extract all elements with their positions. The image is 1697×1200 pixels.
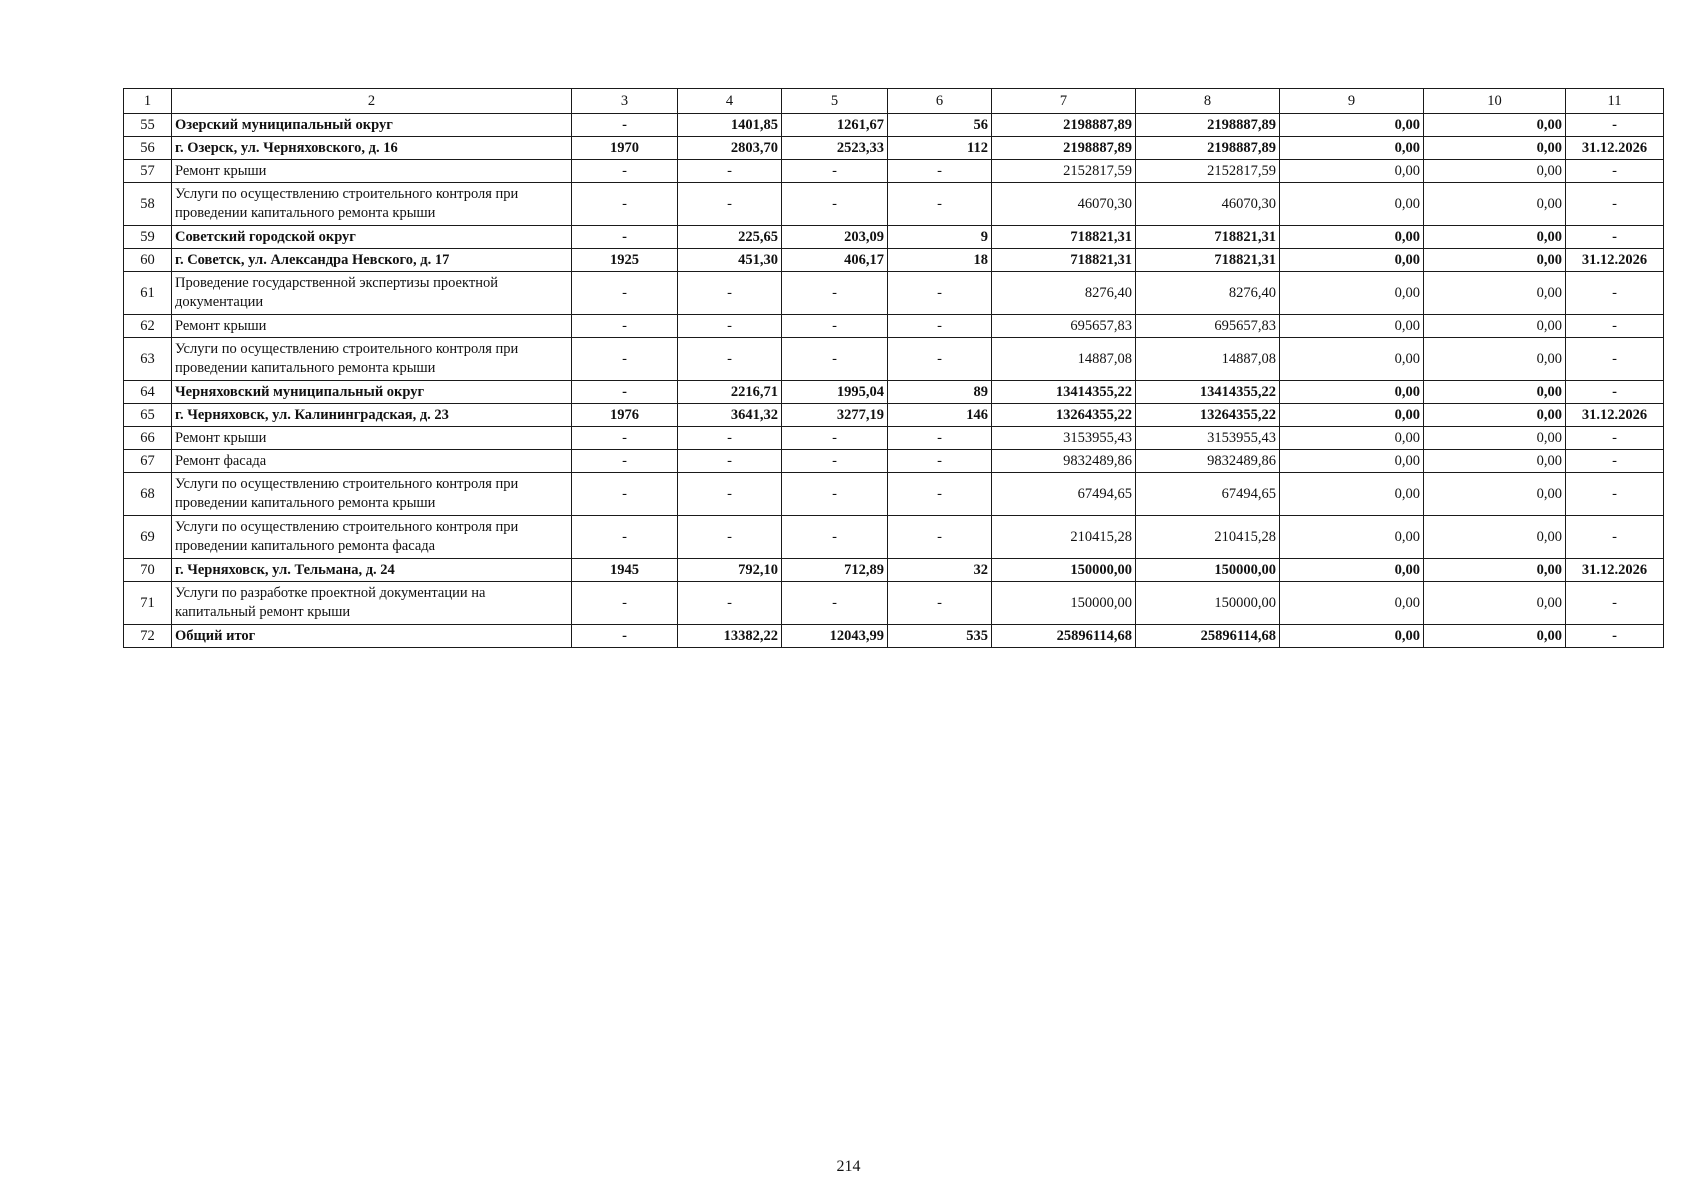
row-col-10: 0,00 bbox=[1424, 582, 1566, 625]
row-col-7: 14887,08 bbox=[992, 338, 1136, 381]
row-number: 62 bbox=[124, 315, 172, 338]
row-col-5: 2523,33 bbox=[782, 137, 888, 160]
row-col-8: 46070,30 bbox=[1136, 183, 1280, 226]
row-year: - bbox=[572, 473, 678, 516]
row-col-5: - bbox=[782, 427, 888, 450]
row-col-4: - bbox=[678, 338, 782, 381]
table-row bbox=[124, 582, 1664, 625]
row-number: 59 bbox=[124, 226, 172, 249]
row-col-4: - bbox=[678, 272, 782, 315]
row-number: 55 bbox=[124, 114, 172, 137]
row-number: 67 bbox=[124, 450, 172, 473]
row-col-9: 0,00 bbox=[1280, 404, 1424, 427]
row-col-6: - bbox=[888, 450, 992, 473]
row-deadline: - bbox=[1566, 272, 1664, 315]
row-year: - bbox=[572, 315, 678, 338]
row-col-6: 146 bbox=[888, 404, 992, 427]
row-col-7: 13264355,22 bbox=[992, 404, 1136, 427]
row-col-5: - bbox=[782, 315, 888, 338]
row-col-7: 8276,40 bbox=[992, 272, 1136, 315]
row-col-5: - bbox=[782, 582, 888, 625]
row-year: - bbox=[572, 114, 678, 137]
row-col-6: 9 bbox=[888, 226, 992, 249]
row-col-9: 0,00 bbox=[1280, 249, 1424, 272]
row-title: Ремонт крыши bbox=[172, 160, 572, 183]
row-col-6: 56 bbox=[888, 114, 992, 137]
row-col-9: 0,00 bbox=[1280, 272, 1424, 315]
row-col-4: 13382,22 bbox=[678, 625, 782, 648]
row-col-4: 1401,85 bbox=[678, 114, 782, 137]
row-title: Ремонт крыши bbox=[172, 315, 572, 338]
row-col-8: 67494,65 bbox=[1136, 473, 1280, 516]
row-col-5: - bbox=[782, 516, 888, 559]
budget-table bbox=[123, 88, 1664, 648]
row-year: - bbox=[572, 338, 678, 381]
row-col-7: 67494,65 bbox=[992, 473, 1136, 516]
header-cell-11: 11 bbox=[1566, 89, 1664, 114]
row-col-4: - bbox=[678, 473, 782, 516]
row-col-10: 0,00 bbox=[1424, 137, 1566, 160]
row-title: Услуги по осуществлению строительного контроля при проведении капитального ремонта фасада bbox=[172, 516, 572, 559]
row-col-5: - bbox=[782, 183, 888, 226]
row-title: г. Черняховск, ул. Тельмана, д. 24 bbox=[172, 559, 572, 582]
row-col-5: 12043,99 bbox=[782, 625, 888, 648]
row-deadline: - bbox=[1566, 160, 1664, 183]
row-year: - bbox=[572, 160, 678, 183]
header-cell-1: 1 bbox=[124, 89, 172, 114]
row-col-8: 9832489,86 bbox=[1136, 450, 1280, 473]
row-number: 61 bbox=[124, 272, 172, 315]
row-deadline: - bbox=[1566, 183, 1664, 226]
row-col-9: 0,00 bbox=[1280, 473, 1424, 516]
row-title: Услуги по разработке проектной документации на капитальный ремонт крыши bbox=[172, 582, 572, 625]
row-col-8: 8276,40 bbox=[1136, 272, 1280, 315]
row-col-10: 0,00 bbox=[1424, 473, 1566, 516]
page-number: 214 bbox=[836, 1158, 861, 1175]
row-col-6: - bbox=[888, 160, 992, 183]
row-number: 69 bbox=[124, 516, 172, 559]
row-year: - bbox=[572, 272, 678, 315]
row-col-9: 0,00 bbox=[1280, 160, 1424, 183]
row-col-5: - bbox=[782, 160, 888, 183]
row-col-6: - bbox=[888, 427, 992, 450]
row-year: 1976 bbox=[572, 404, 678, 427]
row-col-10: 0,00 bbox=[1424, 338, 1566, 381]
row-year: - bbox=[572, 183, 678, 226]
row-deadline: 31.12.2026 bbox=[1566, 559, 1664, 582]
row-col-9: 0,00 bbox=[1280, 315, 1424, 338]
row-deadline: 31.12.2026 bbox=[1566, 404, 1664, 427]
row-col-10: 0,00 bbox=[1424, 450, 1566, 473]
table-row bbox=[124, 272, 1664, 315]
row-col-6: 535 bbox=[888, 625, 992, 648]
row-deadline: 31.12.2026 bbox=[1566, 137, 1664, 160]
row-deadline: - bbox=[1566, 226, 1664, 249]
row-col-8: 718821,31 bbox=[1136, 226, 1280, 249]
row-col-9: 0,00 bbox=[1280, 338, 1424, 381]
row-col-8: 2198887,89 bbox=[1136, 137, 1280, 160]
row-number: 63 bbox=[124, 338, 172, 381]
row-col-7: 2198887,89 bbox=[992, 114, 1136, 137]
row-number: 65 bbox=[124, 404, 172, 427]
row-col-8: 210415,28 bbox=[1136, 516, 1280, 559]
row-deadline: - bbox=[1566, 450, 1664, 473]
header-cell-6: 6 bbox=[888, 89, 992, 114]
row-col-4: - bbox=[678, 160, 782, 183]
row-col-6: - bbox=[888, 516, 992, 559]
row-number: 70 bbox=[124, 559, 172, 582]
row-year: - bbox=[572, 582, 678, 625]
row-col-5: 203,09 bbox=[782, 226, 888, 249]
header-cell-8: 8 bbox=[1136, 89, 1280, 114]
row-col-10: 0,00 bbox=[1424, 404, 1566, 427]
row-number: 64 bbox=[124, 381, 172, 404]
table-row bbox=[124, 137, 1664, 160]
row-col-4: - bbox=[678, 582, 782, 625]
row-col-7: 2152817,59 bbox=[992, 160, 1136, 183]
row-col-4: - bbox=[678, 183, 782, 226]
row-col-6: - bbox=[888, 272, 992, 315]
row-title: Проведение государственной экспертизы проектной документации bbox=[172, 272, 572, 315]
row-title: г. Озерск, ул. Черняховского, д. 16 bbox=[172, 137, 572, 160]
row-col-10: 0,00 bbox=[1424, 249, 1566, 272]
row-col-10: 0,00 bbox=[1424, 381, 1566, 404]
row-col-7: 25896114,68 bbox=[992, 625, 1136, 648]
row-col-4: - bbox=[678, 315, 782, 338]
row-deadline: - bbox=[1566, 516, 1664, 559]
row-col-7: 13414355,22 bbox=[992, 381, 1136, 404]
table-header-row bbox=[124, 89, 1664, 114]
row-col-6: 18 bbox=[888, 249, 992, 272]
row-number: 57 bbox=[124, 160, 172, 183]
row-year: - bbox=[572, 450, 678, 473]
row-col-8: 2152817,59 bbox=[1136, 160, 1280, 183]
row-col-6: - bbox=[888, 473, 992, 516]
row-title: Черняховский муниципальный округ bbox=[172, 381, 572, 404]
row-number: 71 bbox=[124, 582, 172, 625]
row-col-9: 0,00 bbox=[1280, 137, 1424, 160]
row-title: г. Советск, ул. Александра Невского, д. 17 bbox=[172, 249, 572, 272]
row-col-5: 1995,04 bbox=[782, 381, 888, 404]
header-cell-4: 4 bbox=[678, 89, 782, 114]
row-number: 58 bbox=[124, 183, 172, 226]
row-col-6: - bbox=[888, 338, 992, 381]
row-col-9: 0,00 bbox=[1280, 427, 1424, 450]
row-col-10: 0,00 bbox=[1424, 625, 1566, 648]
row-col-4: 451,30 bbox=[678, 249, 782, 272]
row-col-4: 225,65 bbox=[678, 226, 782, 249]
row-col-9: 0,00 bbox=[1280, 114, 1424, 137]
row-title: Ремонт фасада bbox=[172, 450, 572, 473]
header-cell-10: 10 bbox=[1424, 89, 1566, 114]
row-deadline: - bbox=[1566, 338, 1664, 381]
row-deadline: - bbox=[1566, 473, 1664, 516]
row-col-5: - bbox=[782, 272, 888, 315]
row-deadline: - bbox=[1566, 315, 1664, 338]
row-col-5: - bbox=[782, 338, 888, 381]
row-year: - bbox=[572, 625, 678, 648]
header-cell-7: 7 bbox=[992, 89, 1136, 114]
row-deadline: - bbox=[1566, 381, 1664, 404]
table-row bbox=[124, 450, 1664, 473]
row-deadline: 31.12.2026 bbox=[1566, 249, 1664, 272]
row-col-5: - bbox=[782, 450, 888, 473]
row-col-10: 0,00 bbox=[1424, 183, 1566, 226]
row-col-9: 0,00 bbox=[1280, 516, 1424, 559]
row-col-9: 0,00 bbox=[1280, 559, 1424, 582]
header-cell-5: 5 bbox=[782, 89, 888, 114]
table-row bbox=[124, 559, 1664, 582]
row-col-6: - bbox=[888, 315, 992, 338]
row-col-5: 712,89 bbox=[782, 559, 888, 582]
row-col-6: 32 bbox=[888, 559, 992, 582]
row-col-7: 150000,00 bbox=[992, 559, 1136, 582]
row-col-9: 0,00 bbox=[1280, 582, 1424, 625]
row-title: г. Черняховск, ул. Калининградская, д. 23 bbox=[172, 404, 572, 427]
row-col-9: 0,00 bbox=[1280, 226, 1424, 249]
row-col-10: 0,00 bbox=[1424, 427, 1566, 450]
header-cell-2: 2 bbox=[172, 89, 572, 114]
row-col-7: 9832489,86 bbox=[992, 450, 1136, 473]
row-col-10: 0,00 bbox=[1424, 272, 1566, 315]
row-year: 1945 bbox=[572, 559, 678, 582]
row-col-7: 695657,83 bbox=[992, 315, 1136, 338]
row-col-10: 0,00 bbox=[1424, 160, 1566, 183]
row-year: - bbox=[572, 381, 678, 404]
row-col-8: 695657,83 bbox=[1136, 315, 1280, 338]
row-col-8: 13414355,22 bbox=[1136, 381, 1280, 404]
table-row bbox=[124, 183, 1664, 226]
row-col-6: - bbox=[888, 183, 992, 226]
row-number: 66 bbox=[124, 427, 172, 450]
table-row bbox=[124, 404, 1664, 427]
table-row bbox=[124, 226, 1664, 249]
row-year: - bbox=[572, 427, 678, 450]
row-col-4: 2216,71 bbox=[678, 381, 782, 404]
row-col-5: 3277,19 bbox=[782, 404, 888, 427]
row-col-7: 718821,31 bbox=[992, 249, 1136, 272]
row-col-4: 2803,70 bbox=[678, 137, 782, 160]
row-title: Ремонт крыши bbox=[172, 427, 572, 450]
row-col-4: 792,10 bbox=[678, 559, 782, 582]
row-number: 60 bbox=[124, 249, 172, 272]
row-deadline: - bbox=[1566, 114, 1664, 137]
row-number: 68 bbox=[124, 473, 172, 516]
row-deadline: - bbox=[1566, 582, 1664, 625]
row-col-5: 1261,67 bbox=[782, 114, 888, 137]
row-col-8: 14887,08 bbox=[1136, 338, 1280, 381]
row-col-7: 3153955,43 bbox=[992, 427, 1136, 450]
table-row bbox=[124, 427, 1664, 450]
row-title: Услуги по осуществлению строительного контроля при проведении капитального ремонта крыши bbox=[172, 473, 572, 516]
row-col-4: - bbox=[678, 450, 782, 473]
table-row bbox=[124, 516, 1664, 559]
row-col-9: 0,00 bbox=[1280, 450, 1424, 473]
row-number: 72 bbox=[124, 625, 172, 648]
row-deadline: - bbox=[1566, 427, 1664, 450]
row-title: Советский городской округ bbox=[172, 226, 572, 249]
header-cell-3: 3 bbox=[572, 89, 678, 114]
row-year: 1970 bbox=[572, 137, 678, 160]
row-col-6: - bbox=[888, 582, 992, 625]
row-col-6: 112 bbox=[888, 137, 992, 160]
row-col-10: 0,00 bbox=[1424, 114, 1566, 137]
table-row bbox=[124, 473, 1664, 516]
row-col-9: 0,00 bbox=[1280, 381, 1424, 404]
row-col-8: 718821,31 bbox=[1136, 249, 1280, 272]
row-col-7: 150000,00 bbox=[992, 582, 1136, 625]
row-col-7: 46070,30 bbox=[992, 183, 1136, 226]
table-body bbox=[124, 89, 1664, 648]
header-cell-9: 9 bbox=[1280, 89, 1424, 114]
row-title: Услуги по осуществлению строительного контроля при проведении капитального ремонта крыши bbox=[172, 338, 572, 381]
row-col-7: 718821,31 bbox=[992, 226, 1136, 249]
row-title: Общий итог bbox=[172, 625, 572, 648]
row-col-6: 89 bbox=[888, 381, 992, 404]
row-year: - bbox=[572, 226, 678, 249]
table-row bbox=[124, 315, 1664, 338]
row-year: 1925 bbox=[572, 249, 678, 272]
table-row bbox=[124, 249, 1664, 272]
row-deadline: - bbox=[1566, 625, 1664, 648]
row-col-4: - bbox=[678, 516, 782, 559]
row-col-8: 3153955,43 bbox=[1136, 427, 1280, 450]
row-col-5: - bbox=[782, 473, 888, 516]
row-col-7: 2198887,89 bbox=[992, 137, 1136, 160]
row-col-8: 150000,00 bbox=[1136, 559, 1280, 582]
row-title: Услуги по осуществлению строительного контроля при проведении капитального ремонта крыши bbox=[172, 183, 572, 226]
table-row bbox=[124, 114, 1664, 137]
table-row bbox=[124, 381, 1664, 404]
row-col-7: 210415,28 bbox=[992, 516, 1136, 559]
row-col-10: 0,00 bbox=[1424, 226, 1566, 249]
row-col-8: 13264355,22 bbox=[1136, 404, 1280, 427]
row-number: 56 bbox=[124, 137, 172, 160]
table-row bbox=[124, 160, 1664, 183]
row-col-9: 0,00 bbox=[1280, 183, 1424, 226]
row-col-4: 3641,32 bbox=[678, 404, 782, 427]
row-col-4: - bbox=[678, 427, 782, 450]
row-col-10: 0,00 bbox=[1424, 315, 1566, 338]
row-col-8: 2198887,89 bbox=[1136, 114, 1280, 137]
row-title: Озерский муниципальный округ bbox=[172, 114, 572, 137]
row-col-9: 0,00 bbox=[1280, 625, 1424, 648]
row-col-10: 0,00 bbox=[1424, 559, 1566, 582]
row-col-5: 406,17 bbox=[782, 249, 888, 272]
row-col-8: 150000,00 bbox=[1136, 582, 1280, 625]
table-row bbox=[124, 625, 1664, 648]
row-col-10: 0,00 bbox=[1424, 516, 1566, 559]
row-col-8: 25896114,68 bbox=[1136, 625, 1280, 648]
table-row bbox=[124, 338, 1664, 381]
row-year: - bbox=[572, 516, 678, 559]
